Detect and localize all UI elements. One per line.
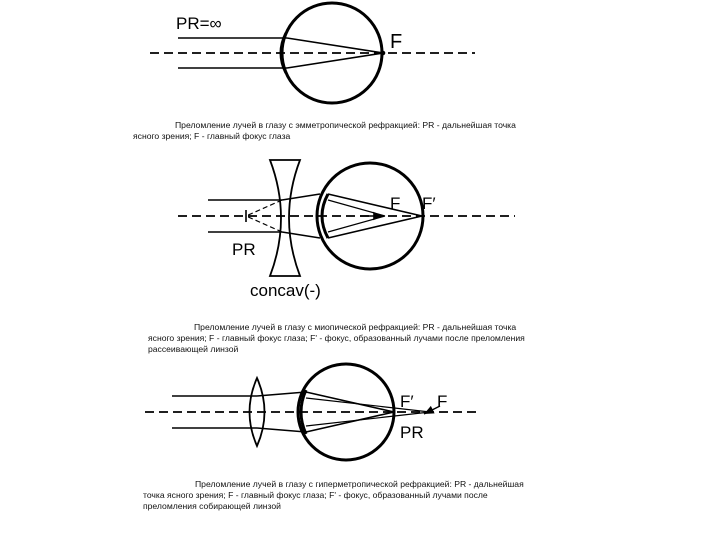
caption-line: Преломление лучей в глазу с эмметропической рефракцией: PR - дальнейшая точка: [175, 120, 516, 130]
caption-line: ясного зрения; F - главный фокус глаза: [133, 131, 291, 141]
ray-upper-refracted: [306, 392, 394, 412]
caption-line: точка ясного зрения; F - главный фокус глаза; F' - фокус, образованный лучами после: [143, 490, 488, 500]
ray-lower-refracted: [306, 412, 394, 432]
label-focus: F: [390, 31, 403, 53]
ray-upper-converged: [257, 392, 306, 396]
ray-lower-diverged: [282, 232, 320, 238]
focus-point: [381, 51, 385, 55]
ray-lower-refracted: [287, 53, 383, 68]
caption-emmetropia: [133, 120, 516, 142]
ray-upper-back-projection: [246, 200, 282, 216]
caption-myopia: [148, 322, 525, 355]
label-pr: PR: [232, 240, 256, 259]
label-focus: F: [437, 392, 448, 411]
ray-upper-inner: [328, 200, 385, 216]
label-concave-lens: concav(-): [250, 281, 321, 300]
label-focus-prime: F′: [422, 194, 436, 213]
caption-line: Преломление лучей в глазу с миопической рефракцией: PR - дальнейшая точка: [194, 322, 517, 332]
caption-line: Преломление лучей в глазу с гиперметропической рефракцией: PR - дальнейшая: [195, 479, 524, 489]
label-pr-infinity: PR=∞: [176, 14, 222, 33]
ray-upper-refracted: [287, 38, 383, 53]
caption-line: преломления собирающей линзой: [143, 501, 281, 511]
label-pr: PR: [400, 423, 424, 442]
caption-hyperopia: [143, 479, 524, 512]
ray-lower-converged: [257, 428, 306, 432]
caption-line: ясного зрения; F - главный фокус глаза; F' - фокус, образованный лучами после преломления: [148, 333, 525, 343]
caption-line: рассеивающей линзой: [148, 344, 239, 354]
ray-lower-back-projection: [246, 216, 282, 232]
ray-upper-diverged: [282, 194, 320, 200]
label-focus: F: [390, 194, 401, 213]
panel-hyperopia: [145, 364, 480, 460]
panel-myopia: [178, 160, 515, 276]
label-focus-prime: F′: [400, 392, 414, 411]
concave-lens: [270, 160, 300, 276]
ray-lower-inner: [328, 216, 385, 232]
